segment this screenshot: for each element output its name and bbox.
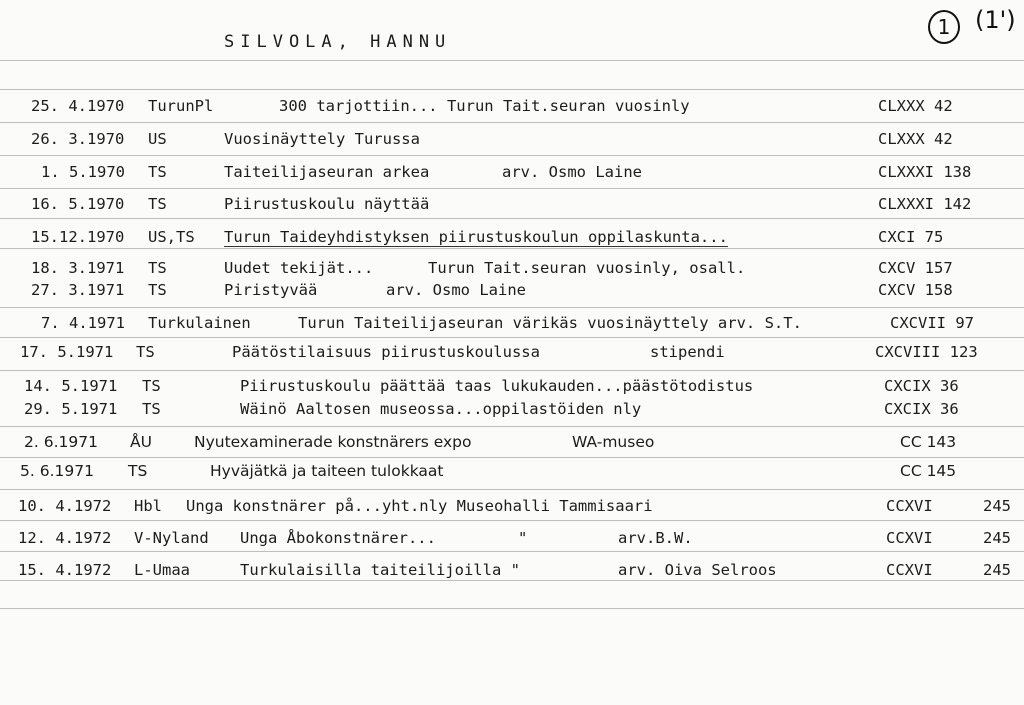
entry-title: Taiteilijaseuran arkea — [224, 163, 430, 181]
entry-source: TurunPl — [148, 97, 214, 115]
entry-note: arv. Osmo Laine — [502, 163, 642, 181]
entry-source: TS — [142, 400, 161, 418]
entry-ref: CCXVI — [886, 561, 933, 579]
ruled-line — [0, 551, 1024, 552]
entry-title: Vuosinäyttely Turussa — [224, 130, 420, 148]
entry-title: Unga konstnärer på...yht.nly Museohalli Tammisaari — [186, 497, 653, 515]
list-item — [0, 497, 1024, 519]
ruled-line — [0, 370, 1024, 371]
entry-date: 15.12.1970 — [31, 228, 125, 246]
entry-title: Päätöstilaisuus piirustuskoulussa — [232, 343, 540, 361]
entry-title: 300 tarjottiin... Turun Tait.seuran vuosinly — [279, 97, 690, 115]
entry-note: " — [518, 529, 528, 547]
entry-source: TS — [136, 343, 155, 361]
entry-ref: CXCVIII 123 — [875, 343, 978, 361]
entry-date: 12. 4.1972 — [18, 529, 112, 547]
list-item — [0, 343, 1024, 365]
list-item — [0, 259, 1024, 281]
card-number-circled: 1 — [928, 10, 960, 44]
list-item — [0, 97, 1024, 119]
ruled-line — [0, 608, 1024, 609]
list-item — [0, 400, 1024, 422]
entry-ref: CCXVI — [886, 497, 933, 515]
entry-source: Turkulainen — [148, 314, 251, 332]
card-heading-name: SILVOLA, HANNU — [224, 32, 452, 52]
entry-title: Piristyvää — [224, 281, 318, 299]
entry-page: 245 — [983, 529, 1011, 547]
list-item — [0, 433, 1024, 455]
entry-title: Piirustuskoulu päättää taas lukukauden...päästötodistus — [240, 377, 754, 395]
entry-ref: CXCVII 97 — [890, 314, 974, 332]
entry-note: arv. Osmo Laine — [386, 281, 526, 299]
entry-source: ÅU — [130, 433, 152, 451]
entry-source: TS — [148, 195, 167, 213]
list-item — [0, 561, 1024, 583]
entry-ref: CXCV 158 — [878, 281, 953, 299]
entry-date: 1. 5.1970 — [41, 163, 125, 181]
ruled-line — [0, 520, 1024, 521]
entry-title: Nyutexaminerade konstnärers expo — [194, 433, 472, 451]
ruled-line — [0, 426, 1024, 427]
entry-ref: CLXXX 42 — [878, 97, 953, 115]
entry-date: 18. 3.1971 — [31, 259, 125, 277]
list-item — [0, 195, 1024, 217]
entry-title: Wäinö Aaltosen museossa...oppilastöiden nly — [240, 400, 642, 418]
ruled-line — [0, 60, 1024, 61]
entry-ref: CXCI 75 — [878, 228, 944, 246]
entry-ref: CC 143 — [900, 433, 957, 451]
entry-ref: CXCIX 36 — [884, 377, 959, 395]
entry-ref: CLXXX 42 — [878, 130, 953, 148]
entry-source: TS — [128, 462, 148, 480]
entry-source: TS — [148, 163, 167, 181]
list-item — [0, 314, 1024, 336]
entry-date: 17. 5.1971 — [20, 343, 114, 361]
entry-page: 245 — [983, 497, 1011, 515]
entry-ref: CLXXXI 138 — [878, 163, 972, 181]
entry-ref: CXCIX 36 — [884, 400, 959, 418]
entry-date: 7. 4.1971 — [41, 314, 125, 332]
list-item — [0, 228, 1024, 250]
entry-title: Turun Taiteilijaseuran värikäs vuosinäyttely arv. S.T. — [298, 314, 802, 332]
entry-date: 10. 4.1972 — [18, 497, 112, 515]
entry-page: 245 — [983, 561, 1011, 579]
entry-ref: CLXXXI 142 — [878, 195, 972, 213]
entry-date: 14. 5.1971 — [24, 377, 118, 395]
entry-ref: CCXVI — [886, 529, 933, 547]
entry-title: Turkulaisilla taiteilijoilla " — [240, 561, 520, 579]
ruled-line — [0, 188, 1024, 189]
list-item — [0, 163, 1024, 185]
entry-note-2: arv.B.W. — [618, 529, 693, 547]
entry-source: TS — [148, 281, 167, 299]
ruled-line — [0, 218, 1024, 219]
ruled-line — [0, 155, 1024, 156]
entry-source: US — [148, 130, 167, 148]
entry-date: 27. 3.1971 — [31, 281, 125, 299]
ruled-line — [0, 489, 1024, 490]
card-number-parenthesized: (1') — [975, 6, 1016, 34]
entry-date: 25. 4.1970 — [31, 97, 125, 115]
entry-source: L-Umaa — [134, 561, 190, 579]
list-item — [0, 377, 1024, 399]
entry-ref: CXCV 157 — [878, 259, 953, 277]
entry-source: V-Nyland — [134, 529, 209, 547]
ruled-line — [0, 122, 1024, 123]
list-item — [0, 281, 1024, 303]
list-item — [0, 462, 1024, 484]
entry-title: Unga Åbokonstnärer... — [240, 529, 436, 547]
list-item — [0, 130, 1024, 152]
entry-title: Hyväjätkä ja taiteen tulokkaat — [210, 462, 444, 480]
ruled-line — [0, 337, 1024, 338]
entry-title: Uudet tekijät... — [224, 259, 374, 277]
entry-date: 29. 5.1971 — [24, 400, 118, 418]
entry-note: WA-museo — [572, 433, 655, 451]
entry-title: Turun Taideyhdistyksen piirustuskoulun oppilaskunta... — [224, 228, 728, 246]
ruled-line — [0, 307, 1024, 308]
entry-source: Hbl — [134, 497, 162, 515]
entry-date: 5. 6.1971 — [20, 462, 94, 480]
entry-source: TS — [148, 259, 167, 277]
entry-source: TS — [142, 377, 161, 395]
entry-date: 2. 6.1971 — [24, 433, 98, 451]
entry-date: 16. 5.1970 — [31, 195, 125, 213]
entry-source: US,TS — [148, 228, 195, 246]
ruled-line — [0, 457, 1024, 458]
entry-ref: CC 145 — [900, 462, 957, 480]
entry-date: 26. 3.1970 — [31, 130, 125, 148]
entry-date: 15. 4.1972 — [18, 561, 112, 579]
entry-note: arv. Oiva Selroos — [618, 561, 777, 579]
entry-note: stipendi — [650, 343, 725, 361]
list-item — [0, 529, 1024, 551]
entry-note: Turun Tait.seuran vuosinly, osall. — [428, 259, 746, 277]
ruled-line — [0, 89, 1024, 90]
entry-title: Piirustuskoulu näyttää — [224, 195, 430, 213]
